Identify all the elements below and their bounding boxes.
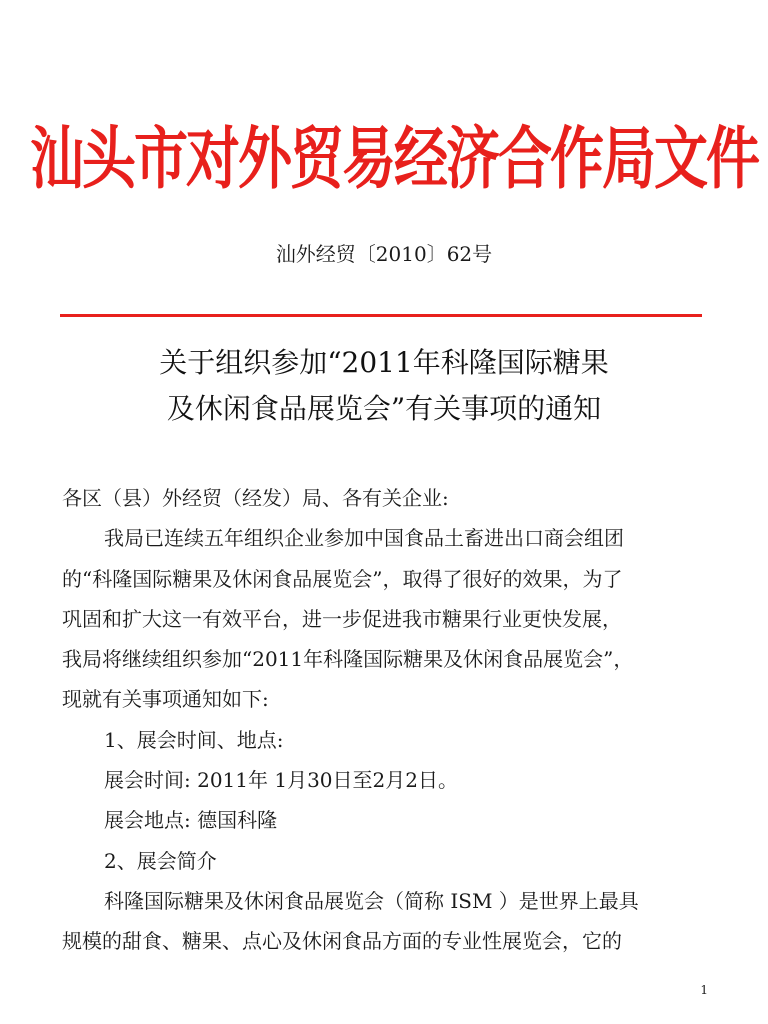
- issuer-header-title: 汕头市对外贸易经济合作局文件: [30, 118, 758, 198]
- section-heading-2: 2、展会简介: [104, 848, 217, 873]
- salutation: 各区（县）外经贸（经发）局、各有关企业:: [62, 486, 449, 510]
- paragraph-line: 现就有关事项通知如下:: [62, 687, 269, 712]
- section-heading-1: 1、展会时间、地点:: [104, 727, 284, 752]
- paragraph-line: 我局已连续五年组织企业参加中国食品土畜进出口商会组团: [104, 526, 624, 551]
- page-number: 1: [700, 983, 708, 997]
- paragraph-line: 规模的甜食、糖果、点心及休闲食品方面的专业性展览会，它的: [62, 929, 622, 954]
- red-divider-line: [60, 314, 702, 317]
- notice-title: [0, 340, 768, 432]
- paragraph-line: 科隆国际糖果及休闲食品展览会（简称 ISM ）是世界上最具: [104, 888, 639, 913]
- exhibition-time: 展会时间: 2011年 1月30日至2月2日。: [104, 768, 458, 793]
- paragraph-line: 巩固和扩大这一有效平台，进一步促进我市糖果行业更快发展，: [62, 606, 622, 631]
- paragraph-line: 我局将继续组织参加“2011年科隆国际糖果及休闲食品展览会”，: [62, 647, 634, 672]
- paragraph-line: 的“科隆国际糖果及休闲食品展览会”，取得了很好的效果，为了: [62, 566, 623, 591]
- exhibition-location: 展会地点: 德国科隆: [104, 808, 278, 833]
- notice-title-line-2: 及休闲食品展览会”有关事项的通知: [166, 392, 602, 425]
- notice-title-line-1: 关于组织参加“2011年科隆国际糖果: [159, 346, 609, 379]
- document-number: 汕外经贸〔2010〕62号: [275, 242, 493, 266]
- notice-body: [62, 478, 712, 962]
